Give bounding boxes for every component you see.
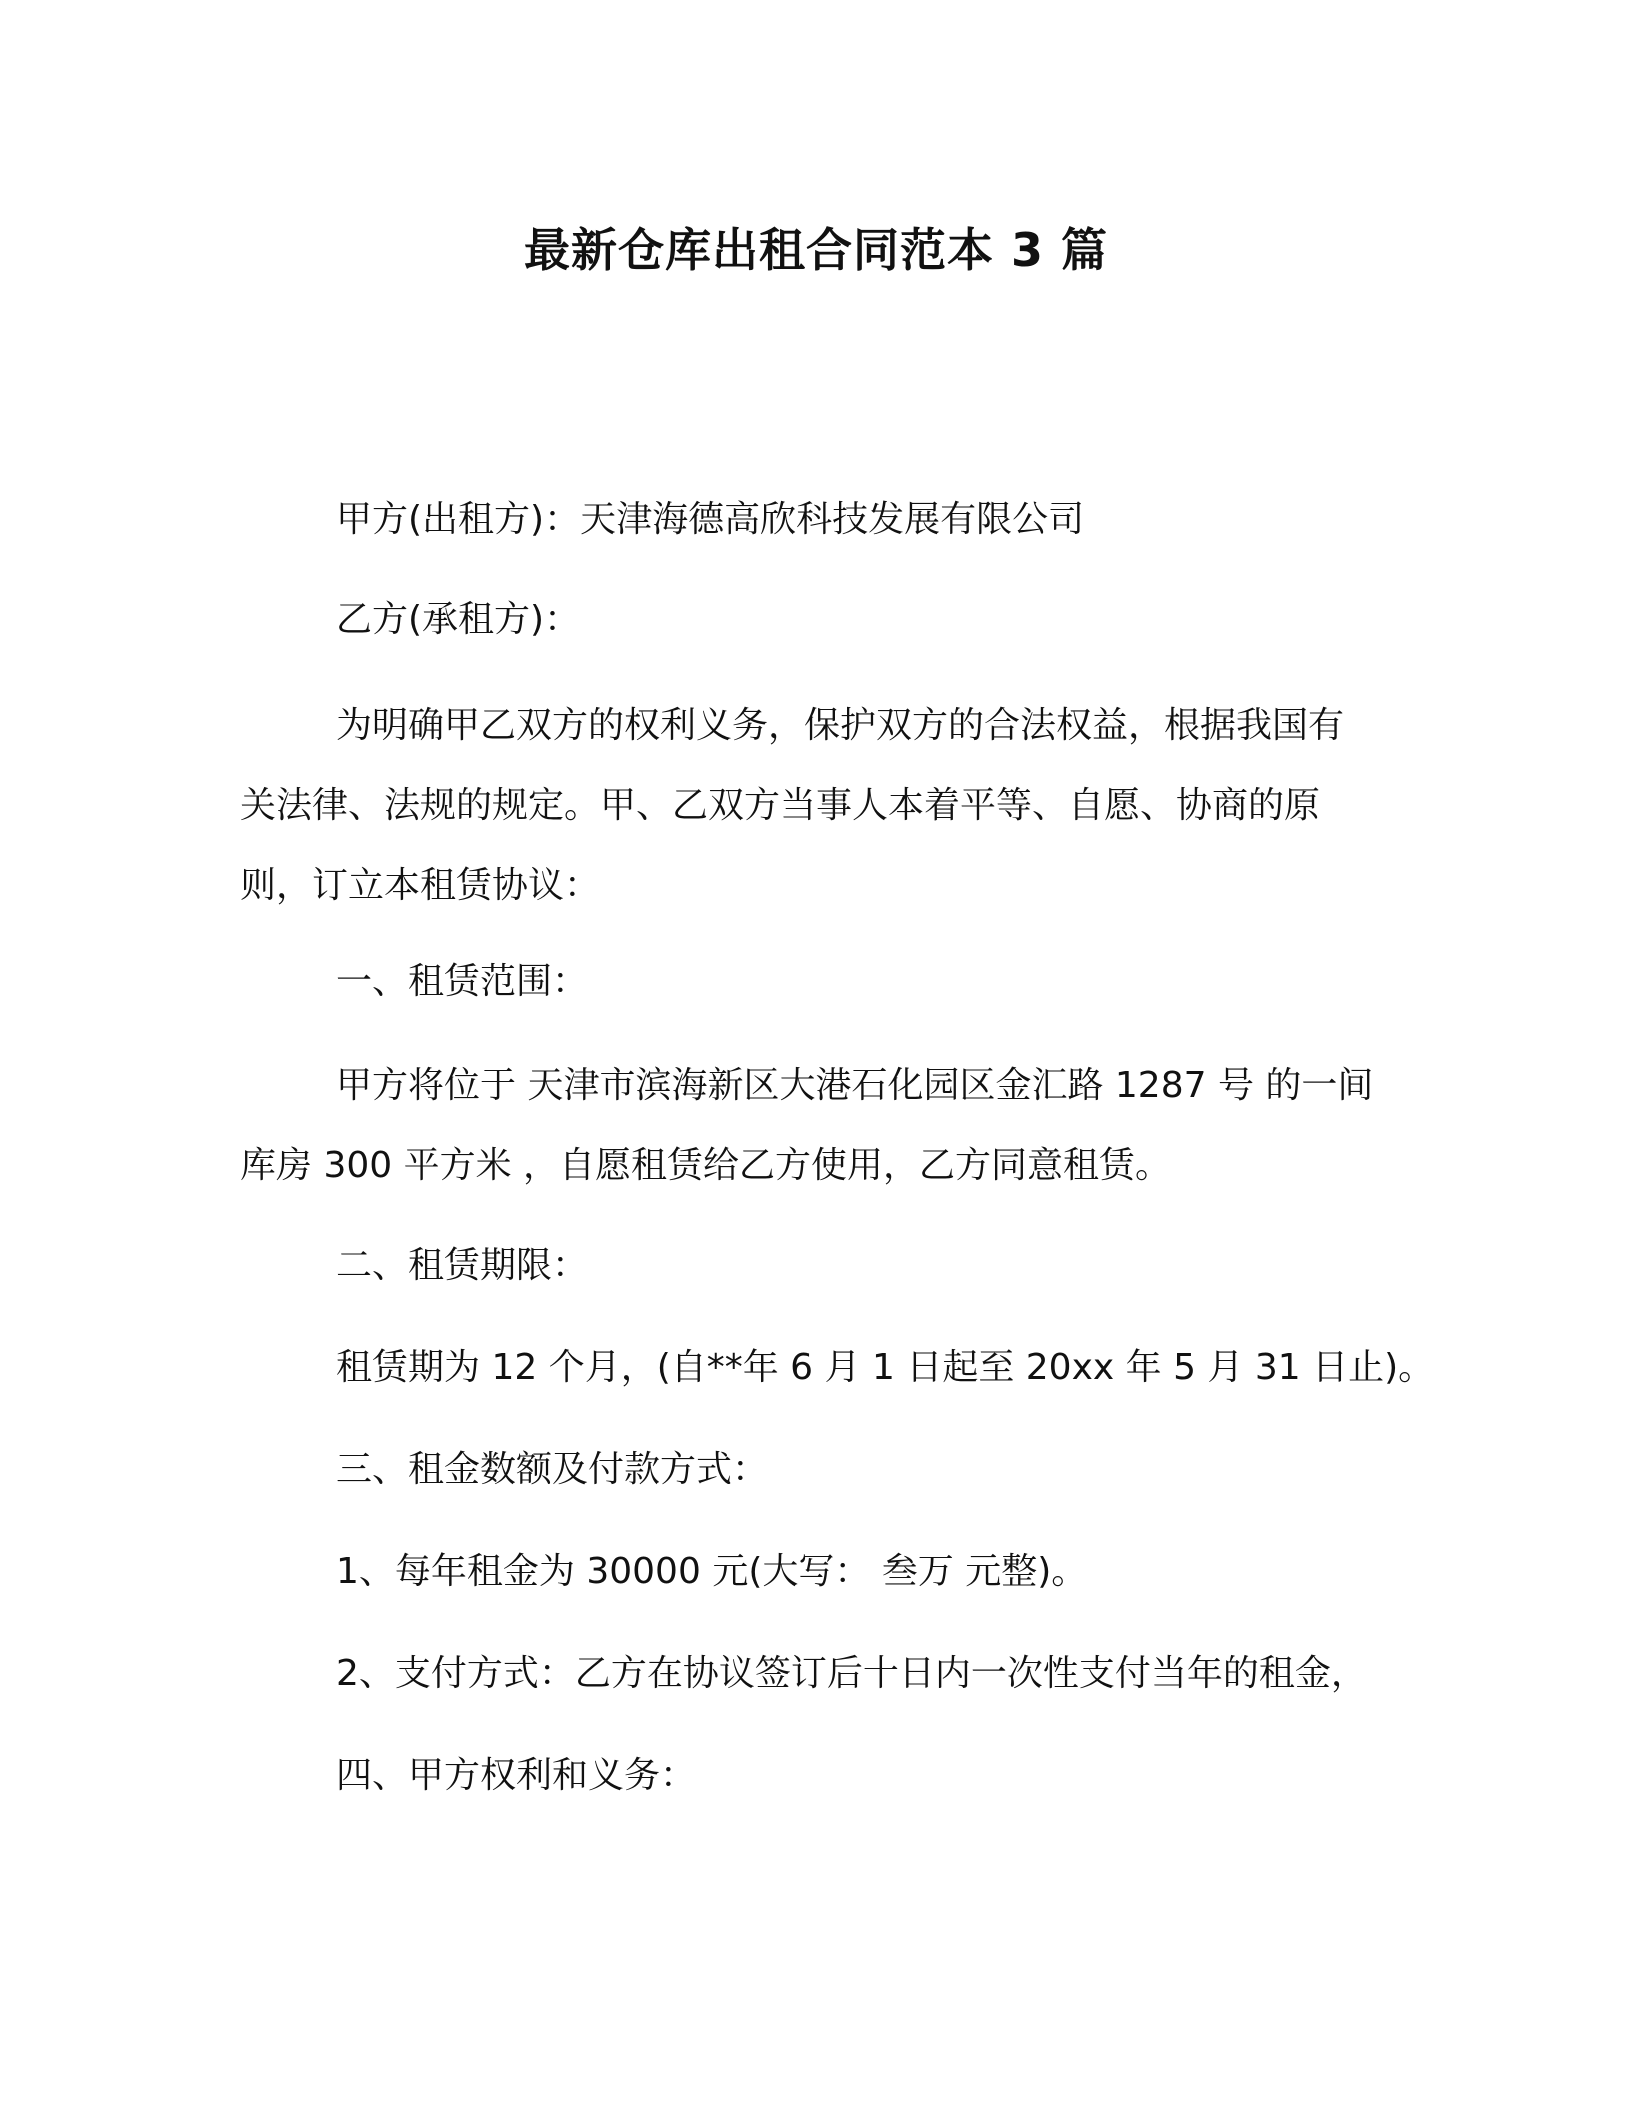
section-1-body-line-1: 甲方将位于 天津市滨海新区大港石化园区金汇路 1287 号 的一间 [336, 1065, 1374, 1106]
preamble-line-2: 关法律、法规的规定。甲、乙双方当事人本着平等、自愿、协商的原 [240, 785, 1321, 826]
preamble-paragraph [240, 686, 1400, 926]
section-3-item-1: 1、每年租金为 30000 元(大写： 叁万 元整)。 [336, 1551, 1088, 1592]
preamble-line-1: 为明确甲乙双方的权利义务，保护双方的合法权益，根据我国有 [336, 705, 1345, 746]
section-1-heading: 一、租赁范围： [336, 961, 589, 1002]
section-3-item-2: 2、支付方式：乙方在协议签订后十日内一次性支付当年的租金， [336, 1653, 1367, 1694]
party-b-line: 乙方(承租方)： [336, 599, 581, 640]
section-3-heading: 三、租金数额及付款方式： [336, 1449, 769, 1490]
party-a-line: 甲方(出租方)：天津海德高欣科技发展有限公司 [336, 499, 1085, 540]
section-1-body-line-2: 库房 300 平方米 ，自愿租赁给乙方使用，乙方同意租赁。 [240, 1145, 1172, 1186]
preamble-line-3: 则，订立本租赁协议： [240, 865, 601, 906]
section-4-heading: 四、甲方权利和义务： [336, 1755, 697, 1796]
section-2-heading: 二、租赁期限： [336, 1245, 589, 1286]
document-title: 最新仓库出租合同范本 3 篇 [523, 223, 1109, 277]
section-2-body: 租赁期为 12 个月，(自**年 6 月 1 日起至 20xx 年 5 月 31 日止)。 [336, 1347, 1435, 1388]
section-1-body [240, 1046, 1400, 1206]
